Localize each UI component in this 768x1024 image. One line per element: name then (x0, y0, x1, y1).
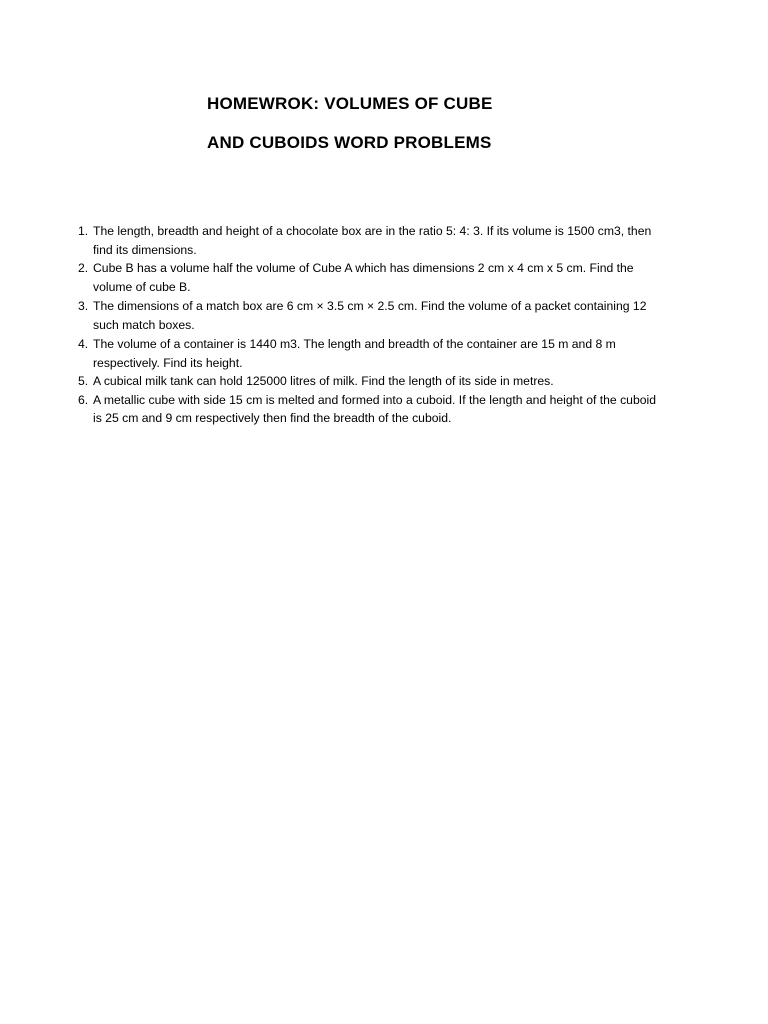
problem-number: 2. (78, 261, 89, 275)
problem-text: Cube B has a volume half the volume of Cube A which has dimensions 2 cm x 4 cm x 5 cm. Find the volume of cube B. (93, 261, 634, 294)
problem-number: 4. (78, 337, 89, 351)
problem-list (78, 222, 668, 428)
problem-text: A cubical milk tank can hold 125000 litres of milk. Find the length of its side in metres. (93, 374, 554, 388)
problem-item-6 (78, 391, 668, 428)
problem-text: The volume of a container is 1440 m3. The length and breadth of the container are 15 m and 8 m respectively. Find its height. (93, 337, 616, 370)
problem-number: 5. (78, 374, 89, 388)
title-line-1: HOMEWROK: VOLUMES OF CUBE (207, 94, 493, 113)
problem-item-3 (78, 297, 668, 334)
problem-item-1 (78, 222, 668, 259)
problem-number: 6. (78, 392, 89, 407)
problem-item-5 (78, 372, 668, 391)
problem-text: A metallic cube with side 15 cm is melted and formed into a cuboid. If the length and height of the cuboid is 25 cm and 9 cm respectively then find the breadth of the cuboid. (93, 392, 656, 425)
problem-number: 1. (78, 224, 89, 238)
problem-item-2 (78, 259, 668, 296)
title-line-2: AND CUBOIDS WORD PROBLEMS (207, 133, 492, 152)
problem-number: 3. (78, 299, 89, 313)
problem-item-4 (78, 335, 668, 372)
problem-text: The length, breadth and height of a chocolate box are in the ratio 5: 4: 3. If its volume is 1500 cm3, then find its dimensions. (93, 224, 652, 257)
problem-text: The dimensions of a match box are 6 cm × 3.5 cm × 2.5 cm. Find the volume of a packet containing 12 such match boxes. (93, 299, 647, 332)
